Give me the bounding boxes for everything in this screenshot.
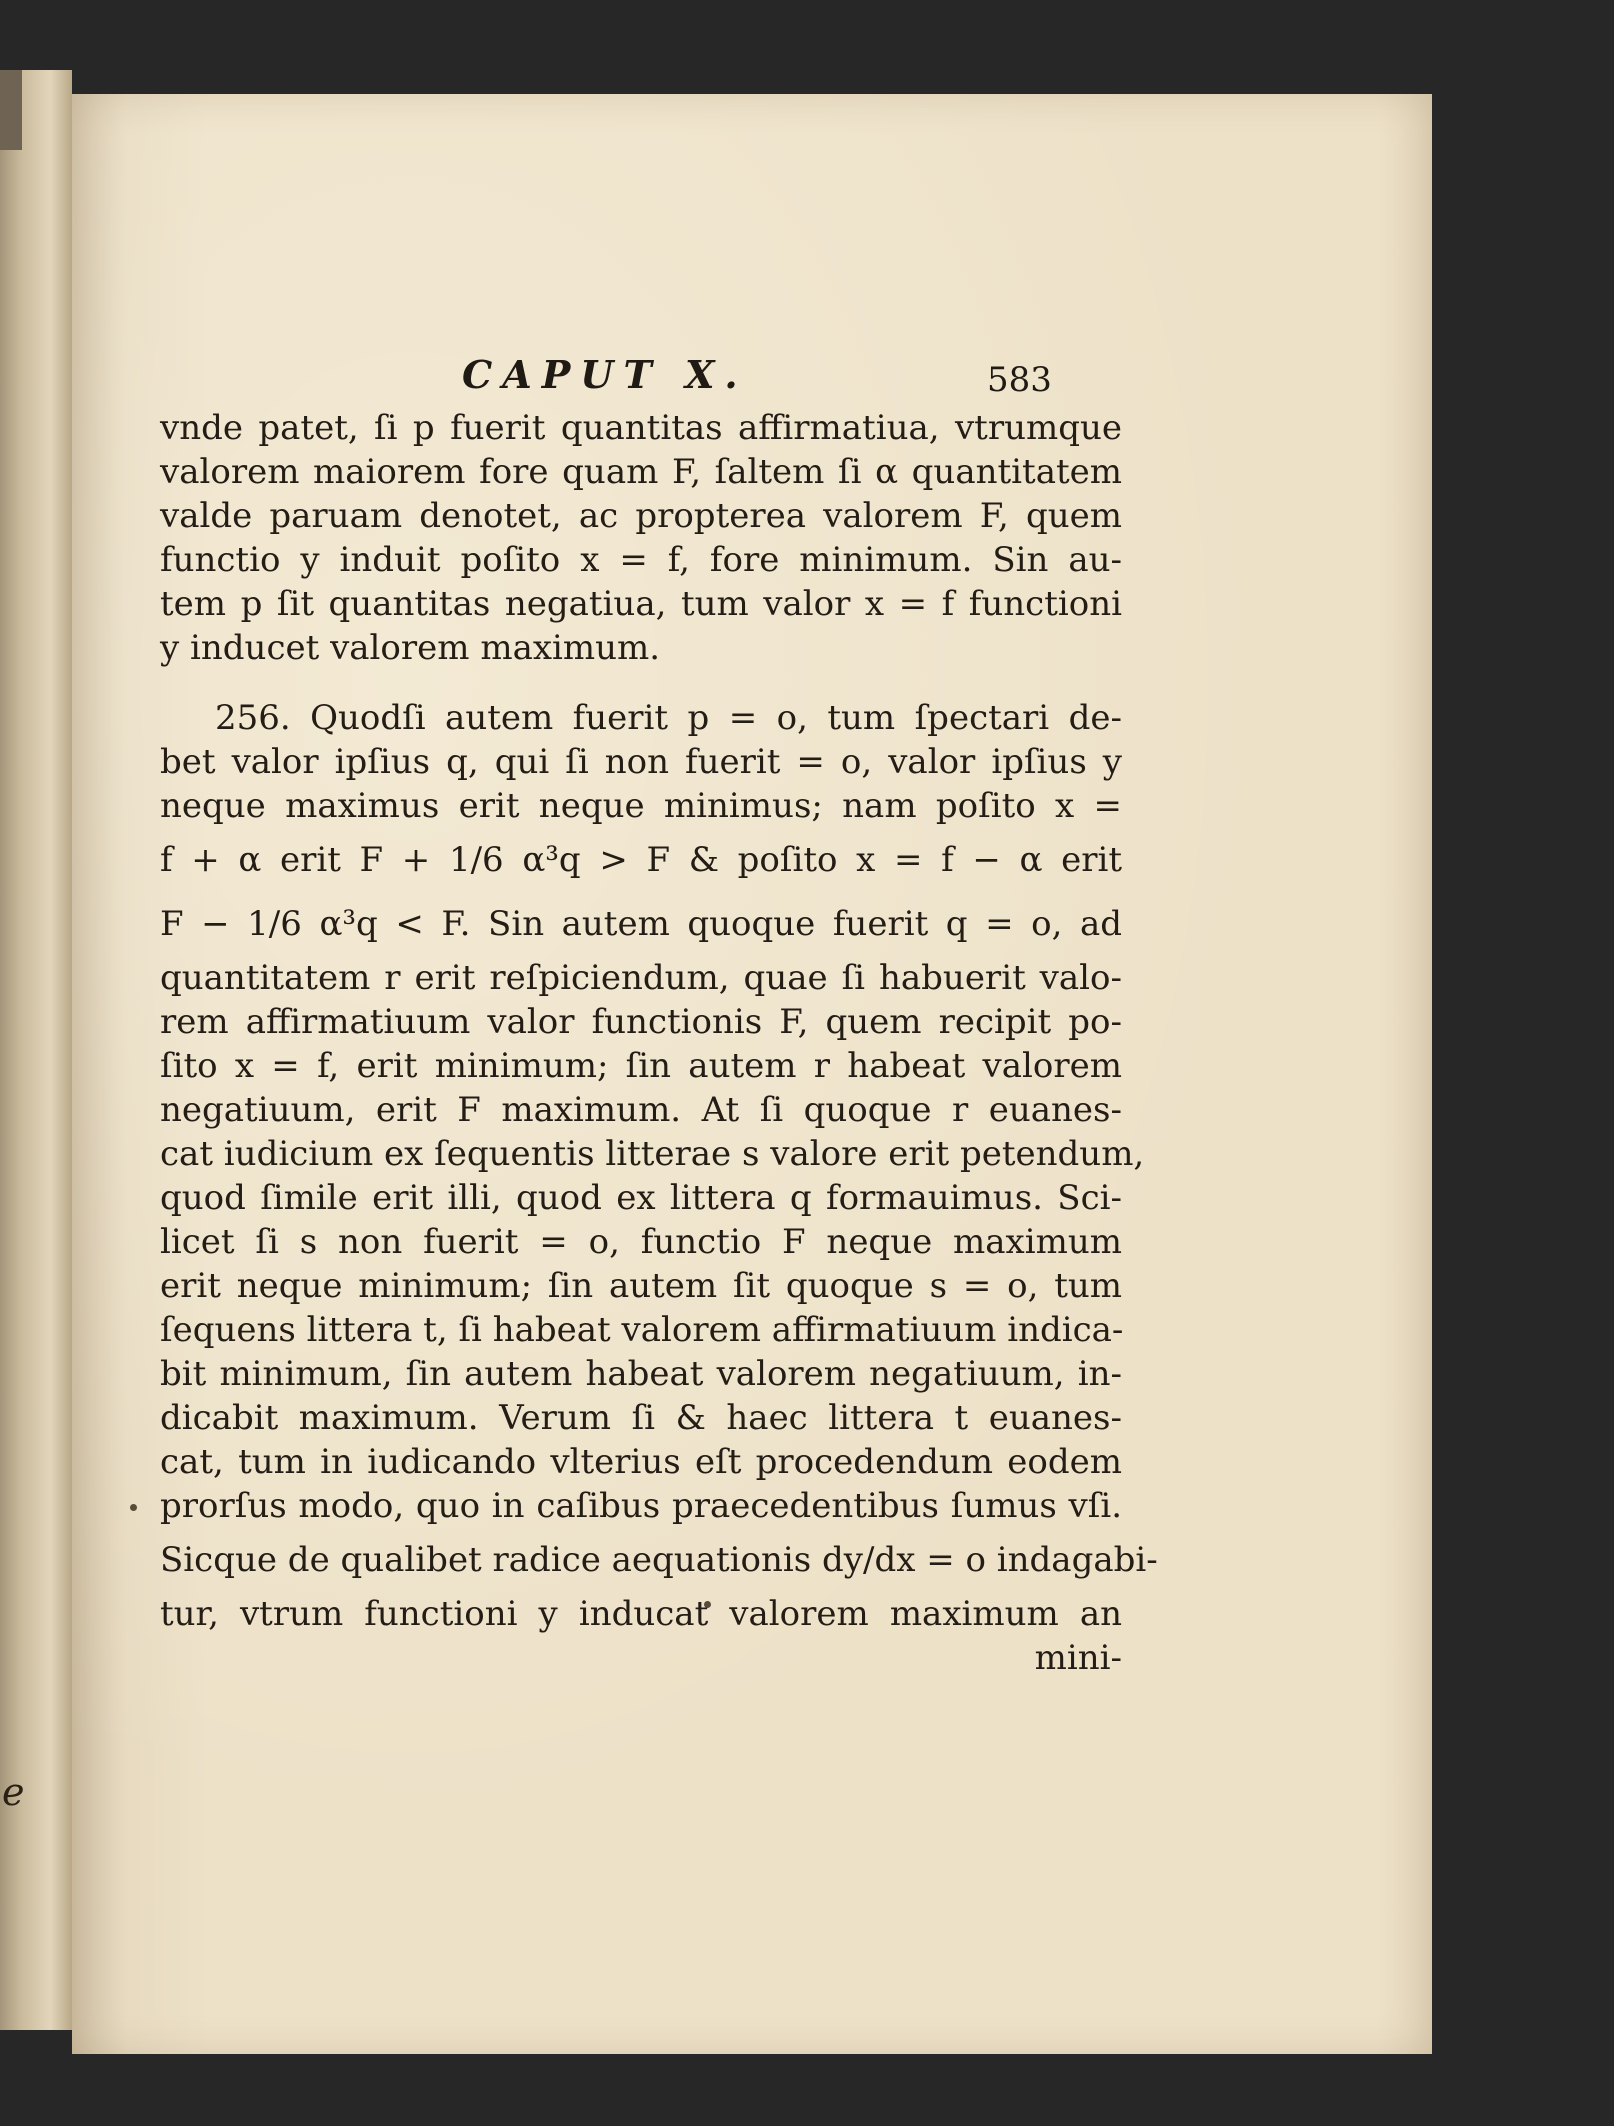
chapter-title: CAPUT X. bbox=[462, 352, 748, 397]
binding-shadow bbox=[0, 70, 22, 150]
text-line: tur, vtrum functioni y inducat valorem maximum an bbox=[160, 1594, 1122, 1634]
text-line: valorem maiorem fore quam F, ſaltem ſi α quantitatem bbox=[160, 452, 1122, 492]
text-line: licet ſi s non fuerit = o, functio F neque maximum bbox=[160, 1222, 1122, 1262]
text-line: y inducet valorem maximum. bbox=[160, 628, 661, 668]
running-header bbox=[72, 352, 1432, 412]
text-line: quantitatem r erit reſpiciendum, quae ſi habuerit valo- bbox=[160, 958, 1122, 998]
text-line: tem p ſit quantitas negatiua, tum valor x = f functioni bbox=[160, 584, 1122, 624]
paragraph-1 bbox=[160, 406, 1122, 670]
text-line: bet valor ipſius q, qui ſi non fuerit = o, valor ipſius y bbox=[160, 742, 1122, 782]
text-line: ſito x = f, erit minimum; ſin autem r habeat valorem bbox=[160, 1046, 1122, 1086]
text-line: neque maximus erit neque minimus; nam poſito x = bbox=[160, 786, 1122, 826]
text-line: functio y induit poſito x = f, fore minimum. Sin au- bbox=[160, 540, 1122, 580]
book-page bbox=[72, 94, 1432, 2054]
formula-line: f + α erit F + 1/6 α³q > F & poſito x = f − α erit bbox=[160, 840, 1122, 880]
text-line: valde paruam denotet, ac propterea valorem F, quem bbox=[160, 496, 1122, 536]
text-line: rem affirmatiuum valor functionis F, quem recipit po- bbox=[160, 1002, 1122, 1042]
text-line: cat iudicium ex ſequentis litterae s valore erit petendum, bbox=[160, 1134, 1145, 1174]
facing-page-glyph: e bbox=[2, 1770, 25, 1814]
text-line: negatiuum, erit F maximum. At ſi quoque r euanes- bbox=[160, 1090, 1122, 1130]
formula-line: Sicque de qualibet radice aequationis dy/dx = o indagabi- bbox=[160, 1540, 1158, 1580]
body-text bbox=[160, 406, 1158, 1680]
text-line: bit minimum, ſin autem habeat valorem negatiuum, in- bbox=[160, 1354, 1122, 1394]
text-line: prorſus modo, quo in caſibus praecedentibus ſumus vſi. bbox=[160, 1486, 1122, 1526]
text-line: vnde patet, ſi p fuerit quantitas affirmatiua, vtrumque bbox=[160, 408, 1122, 448]
text-line: dicabit maximum. Verum ſi & haec littera t euanes- bbox=[160, 1398, 1122, 1438]
catchword: mini- bbox=[1034, 1638, 1122, 1678]
paper-spot bbox=[130, 1504, 137, 1511]
facing-page-edge bbox=[0, 70, 72, 2030]
paragraph-gap bbox=[160, 670, 1122, 696]
paragraph-2 bbox=[160, 696, 1158, 1636]
text-line: ſequens littera t, ſi habeat valorem affirmatiuum indica- bbox=[160, 1310, 1124, 1350]
formula-line: F − 1/6 α³q < F. Sin autem quoque fuerit q = o, ad bbox=[160, 904, 1122, 944]
page-number: 583 bbox=[987, 360, 1052, 400]
text-line: cat, tum in iudicando vlterius eſt procedendum eodem bbox=[160, 1442, 1122, 1482]
text-line: 256. Quodſi autem fuerit p = o, tum ſpectari de- bbox=[215, 698, 1122, 738]
text-line: erit neque minimum; ſin autem ſit quoque s = o, tum bbox=[160, 1266, 1122, 1306]
text-line: quod ſimile erit illi, quod ex littera q formauimus. Sci- bbox=[160, 1178, 1122, 1218]
